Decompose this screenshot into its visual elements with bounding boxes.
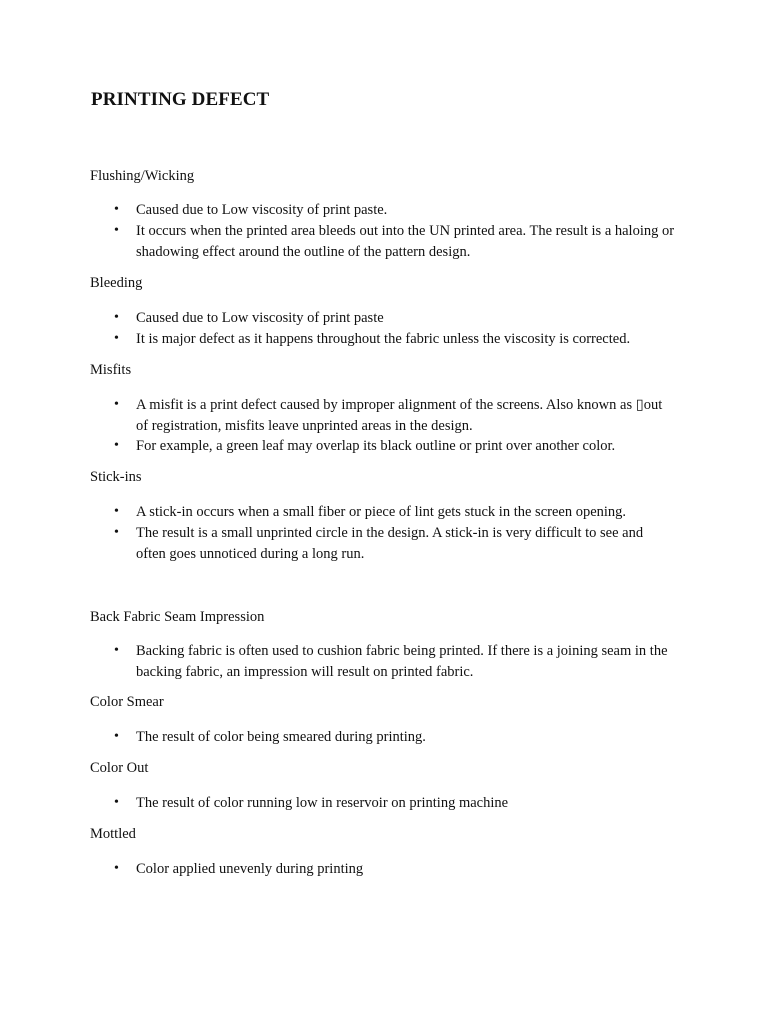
bullet-item: • The result is a small unprinted circle in the design. A stick-in is very difficult to see and often goes unnoticed during a long run.	[136, 523, 676, 564]
bullet-item: • A misfit is a print defect caused by improper alignment of the screens. Also known as ▯out of registration, misfits leave unprinted areas in the design.	[136, 395, 676, 436]
bullet-item: • The result of color running low in reservoir on printing machine	[136, 793, 676, 814]
section-heading-bleeding: Bleeding	[90, 275, 143, 291]
bullet-item: • Caused due to Low viscosity of print paste.	[136, 200, 676, 221]
section-heading-color-out: Color Out	[90, 760, 149, 776]
bullet-item: • For example, a green leaf may overlap its black outline or print over another color.	[136, 436, 676, 457]
page-title: PRINTING DEFECT	[91, 89, 270, 110]
bullet-item: • It is major defect as it happens throughout the fabric unless the viscosity is corrected.	[136, 329, 676, 350]
bullet-item: • The result of color being smeared during printing.	[136, 727, 676, 748]
section-heading-stick-ins: Stick-ins	[90, 469, 142, 485]
section-heading-back-fabric-seam-impression: Back Fabric Seam Impression	[90, 609, 265, 625]
bullet-item: • Caused due to Low viscosity of print paste	[136, 308, 676, 329]
bullet-item: • Color applied unevenly during printing	[136, 859, 676, 880]
section-heading-flushing-wicking: Flushing/Wicking	[90, 168, 195, 184]
bullet-item: • Backing fabric is often used to cushion fabric being printed. If there is a joining seam in the backing fabric, an impression will result on printed fabric.	[136, 641, 676, 682]
section-heading-color-smear: Color Smear	[90, 694, 164, 710]
bullet-item: • It occurs when the printed area bleeds out into the UN printed area. The result is a haloing or shadowing effect around the outline of the pattern design.	[136, 221, 676, 262]
section-heading-misfits: Misfits	[90, 362, 132, 378]
section-heading-mottled: Mottled	[90, 826, 136, 842]
bullet-item: • A stick-in occurs when a small fiber or piece of lint gets stuck in the screen opening.	[136, 502, 676, 523]
